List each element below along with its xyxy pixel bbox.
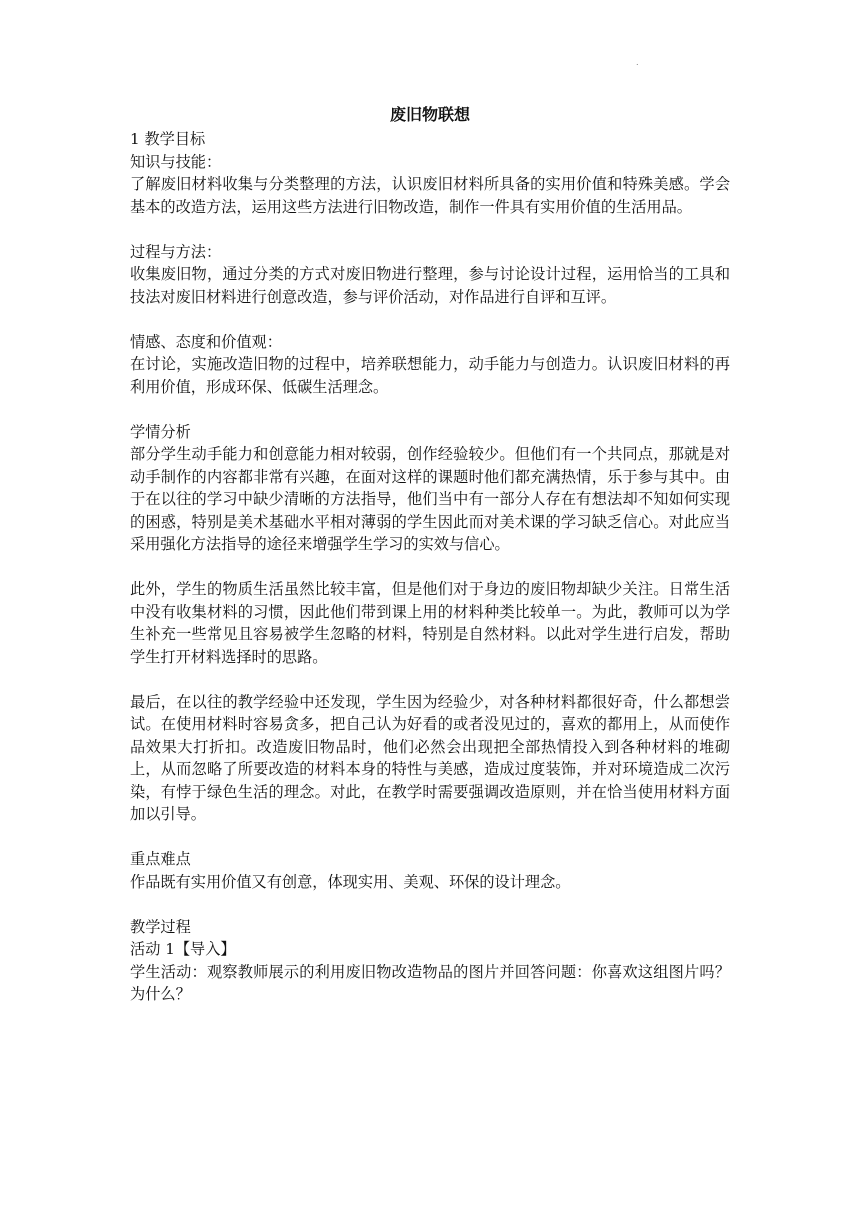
section-heading-analysis: 学情分析 bbox=[130, 422, 191, 441]
section-heading-key-points: 重点难点 bbox=[130, 850, 191, 868]
paragraph-student-activity: 学生活动：观察教师展示的利用废旧物改造物品的图片并回答问题：你喜欢这组图片吗？为什么？ bbox=[130, 962, 730, 1003]
section-heading-teaching-process: 教学过程 bbox=[130, 917, 191, 936]
corner-mark: . bbox=[636, 58, 639, 67]
section-heading-goals: 1 教学目标 bbox=[130, 130, 206, 148]
document-body bbox=[130, 128, 730, 1006]
paragraph-analysis-2: 此外，学生的物质生活虽然比较丰富，但是他们对于身边的废旧物却缺少关注。日常生活中没有收集材料的习惯，因此他们带到课上用的材料种类比较单一。为此，教师可以为学生补充一些常见且容易被学生忽略的材料，特别是自然材料。以此对学生进行启发，帮助学生打开材料选择时的思路。 bbox=[130, 580, 730, 666]
subheading-knowledge: 知识与技能： bbox=[130, 152, 222, 171]
paragraph-key-points: 作品既有实用价值又有创意，体现实用、美观、环保的设计理念。 bbox=[130, 872, 571, 891]
activity-1-heading: 活动 1【导入】 bbox=[130, 940, 236, 958]
paragraph-process-method: 收集废旧物，通过分类的方式对废旧物进行整理，参与讨论设计过程，运用恰当的工具和技法对废旧材料进行创意改造，参与评价活动，对作品进行自评和互评。 bbox=[130, 265, 730, 306]
subheading-process-method: 过程与方法： bbox=[130, 242, 222, 261]
paragraph-emotion: 在讨论，实施改造旧物的过程中，培养联想能力，动手能力与创造力。认识废旧材料的再利用价值，形成环保、低碳生活理念。 bbox=[130, 355, 730, 396]
paragraph-analysis-1: 部分学生动手能力和创意能力相对较弱，创作经验较少。但他们有一个共同点，那就是对动手制作的内容都非常有兴趣，在面对这样的课题时他们都充满热情，乐于参与其中。由于在以往的学习中缺少清晰的方法指导，他们当中有一部分人存在有想法却不知如何实现的困惑，特别是美术基础水平相对薄弱的学生因此而对美术课的学习缺乏信心。对此应当采用强化方法指导的途径来增强学生学习的实效与信心。 bbox=[130, 445, 730, 553]
subheading-emotion: 情感、态度和价值观： bbox=[130, 332, 282, 351]
paragraph-analysis-3: 最后，在以往的教学经验中还发现，学生因为经验少，对各种材料都很好奇，什么都想尝试。在使用材料时容易贪多，把自己认为好看的或者没见过的，喜欢的都用上，从而使作品效果大打折扣。改造废旧物品时，他们必然会出现把全部热情投入到各种材料的堆砌上，从而忽略了所要改造的材料本身的特性与美感，造成过度装饰，并对环境造成二次污染，有悖于绿色生活的理念。对此，在教学时需要强调改造原则，并在恰当使用材料方面加以引导。 bbox=[130, 692, 730, 823]
document-title: 废旧物联想 bbox=[389, 105, 470, 124]
paragraph-knowledge: 了解废旧材料收集与分类整理的方法，认识废旧材料所具备的实用价值和特殊美感。学会基本的改造方法，运用这些方法进行旧物改造，制作一件具有实用价值的生活用品。 bbox=[130, 175, 730, 216]
